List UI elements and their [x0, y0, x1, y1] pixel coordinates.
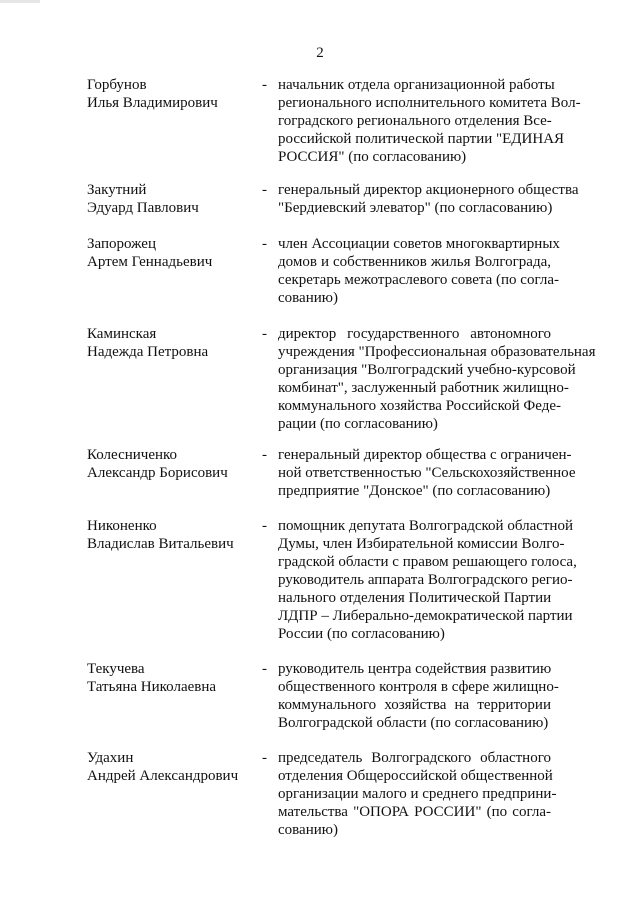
member-position-line: председатель Волгоградского областного	[278, 750, 551, 766]
member-position	[278, 749, 557, 839]
member-given-names: Илья Владимирович	[87, 95, 218, 111]
member-name	[87, 235, 257, 271]
member-position-line: гоградского регионального отделения Все-	[278, 113, 552, 129]
member-position-line: помощник депутата Волгоградской областной	[278, 518, 573, 534]
member-name	[87, 660, 257, 696]
member-position	[278, 325, 596, 433]
member-position-line: отделения Общероссийской общественной	[278, 768, 553, 784]
member-surname: Колесниченко	[87, 447, 178, 463]
member-position-line: коммунального хозяйства Российской Феде-	[278, 398, 561, 414]
member-position-line: руководитель центра содействия развитию	[278, 661, 552, 677]
member-position-line: сованию)	[278, 290, 338, 306]
member-position-line: ной ответственностью "Сельскохозяйственное	[278, 465, 576, 481]
entry-dash: -	[262, 518, 267, 534]
member-given-names: Татьяна Николаевна	[87, 679, 217, 695]
member-position	[278, 446, 576, 500]
member-position-line: ЛДПР – Либерально-демократической партии	[278, 608, 573, 624]
member-given-names: Надежда Петровна	[87, 344, 209, 360]
member-position-line: градской области с правом решающего голоса,	[278, 554, 577, 570]
member-position	[278, 76, 581, 166]
member-position-line: коммунального хозяйства на территории	[278, 697, 551, 713]
member-name	[87, 325, 257, 361]
member-position-line: генеральный директор акционерного общества	[278, 182, 579, 198]
member-position-line: мательства "ОПОРА РОССИИ" (по согла-	[278, 804, 551, 820]
member-surname: Каминская	[87, 326, 157, 342]
member-position-line: общественного контроля в сфере жилищно-	[278, 679, 559, 695]
member-name	[87, 749, 257, 785]
member-position-line: организации малого и среднего предприни-	[278, 786, 557, 802]
scan-edge-mark	[0, 0, 40, 3]
member-name	[87, 517, 257, 553]
entry-dash: -	[262, 661, 267, 677]
member-surname: Текучева	[87, 661, 145, 677]
member-position-line: предприятие "Донское" (по согласованию)	[278, 483, 551, 499]
entry-dash: -	[262, 236, 267, 252]
member-position-line: Думы, член Избирательной комиссии Волго-	[278, 536, 565, 552]
member-position-line: член Ассоциации советов многоквартирных	[278, 236, 560, 252]
member-given-names: Артем Геннадьевич	[87, 254, 213, 270]
member-position-line: организация "Волгоградский учебно-курсовой	[278, 362, 576, 378]
entry-dash: -	[262, 182, 267, 198]
member-surname: Запорожец	[87, 236, 156, 252]
member-given-names: Александр Борисович	[87, 465, 228, 481]
member-position-line: нального отделения Политической Партии	[278, 590, 552, 606]
member-name	[87, 76, 257, 112]
member-position	[278, 660, 559, 732]
member-position	[278, 235, 560, 307]
member-position-line: регионального исполнительного комитета Вол-	[278, 95, 581, 111]
member-name	[87, 181, 257, 217]
member-position	[278, 517, 577, 643]
member-surname: Закутний	[87, 182, 147, 198]
entry-dash: -	[262, 326, 267, 342]
member-given-names: Владислав Витальевич	[87, 536, 234, 552]
member-position-line: директор государственного автономного	[278, 326, 551, 342]
page-number: 2	[316, 45, 324, 61]
member-position-line: руководитель аппарата Волгоградского регио-	[278, 572, 573, 588]
member-position-line: сованию)	[278, 822, 338, 838]
member-position-line: РОССИЯ" (по согласованию)	[278, 149, 467, 165]
member-position	[278, 181, 579, 217]
member-position-line: домов и собственников жилья Волгограда,	[278, 254, 551, 270]
member-position-line: России (по согласованию)	[278, 626, 445, 642]
member-position-line: "Бердиевский элеватор" (по согласованию)	[278, 200, 553, 216]
member-position-line: Волгоградской области (по согласованию)	[278, 715, 549, 731]
member-position-line: секретарь межотраслевого совета (по согла-	[278, 272, 559, 288]
member-position-line: комбинат", заслуженный работник жилищно-	[278, 380, 569, 396]
member-position-line: генеральный директор общества с ограничен-	[278, 447, 572, 463]
member-position-line: начальник отдела организационной работы	[278, 77, 555, 93]
entry-dash: -	[262, 77, 267, 93]
member-surname: Горбунов	[87, 77, 147, 93]
member-position-line: рации (по согласованию)	[278, 416, 438, 432]
member-position-line: учреждения "Профессиональная образовательная	[278, 344, 596, 360]
member-position-line: российской политической партии "ЕДИНАЯ	[278, 131, 565, 147]
member-given-names: Эдуард Павлович	[87, 200, 199, 216]
entry-dash: -	[262, 447, 267, 463]
member-surname: Никоненко	[87, 518, 157, 534]
member-given-names: Андрей Александрович	[87, 768, 239, 784]
member-name	[87, 446, 257, 482]
entry-dash: -	[262, 750, 267, 766]
member-surname: Удахин	[87, 750, 134, 766]
